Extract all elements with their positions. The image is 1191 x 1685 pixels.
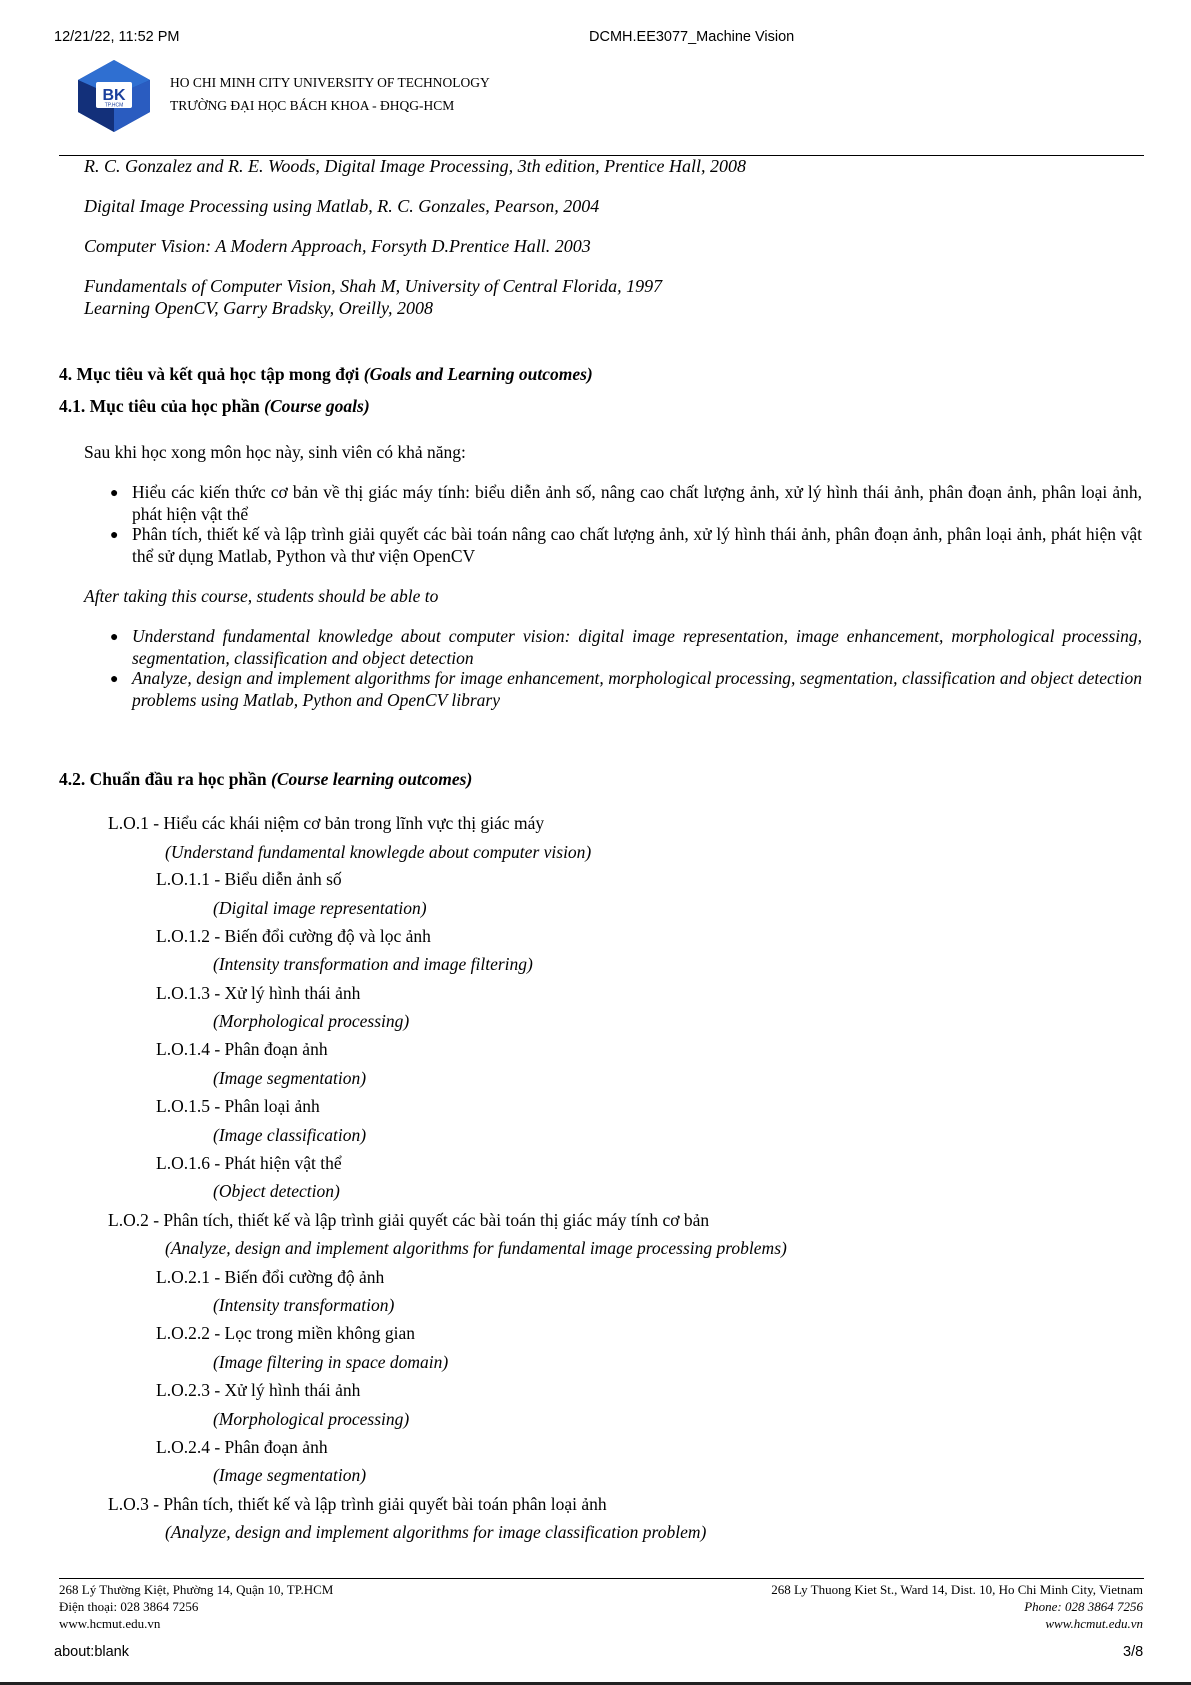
lo-1-4: L.O.1.4 - Phân đoạn ảnh	[156, 1039, 328, 1059]
lo-2-en: (Analyze, design and implement algorithms for fundamental image processing problems)	[165, 1238, 787, 1258]
lo-2-3-en: (Morphological processing)	[213, 1409, 410, 1429]
lo-2-4: L.O.2.4 - Phân đoạn ảnh	[156, 1437, 328, 1457]
lo-2-2: L.O.2.2 - Lọc trong miền không gian	[156, 1323, 416, 1343]
section-4-title-vn: 4. Mục tiêu và kết quả học tập mong đợi	[59, 364, 360, 384]
reference-4: Fundamentals of Computer Vision, Shah M, University of Central Florida, 1997	[84, 276, 663, 296]
lo-1-1: L.O.1.1 - Biểu diễn ảnh số	[156, 869, 342, 889]
print-title: DCMH.EE3077_Machine Vision	[589, 29, 795, 45]
section-4-2-title-vn: 4.2. Chuẩn đầu ra học phần	[59, 769, 267, 789]
goal-bullet-en-1: Understand fundamental knowledge about computer vision: digital image representation, image enhancement, morphological processing, segmentation, classification and object detection	[132, 626, 1142, 668]
goal-bullet-vn-1: Hiểu các kiến thức cơ bản về thị giác máy tính: biểu diễn ảnh số, nâng cao chất lượng ảnh, xử lý hình thái ảnh, phân đoạn ảnh, phân loại ảnh, phát hiện vật thể	[132, 482, 1142, 524]
lo-1-6-en: (Object detection)	[213, 1181, 340, 1201]
bullet-icon: ●	[110, 630, 119, 645]
lo-2-2-en: (Image filtering in space domain)	[213, 1352, 449, 1372]
lo-3: L.O.3 - Phân tích, thiết kế và lập trình giải quyết bài toán phân loại ảnh	[108, 1494, 607, 1514]
footer-divider	[59, 1578, 1144, 1579]
footer-web-en: www.hcmut.edu.vn	[1045, 1616, 1143, 1631]
footer-phone-en: Phone: 028 3864 7256	[1024, 1599, 1143, 1614]
university-name-vn: TRƯỜNG ĐẠI HỌC BÁCH KHOA - ĐHQG-HCM	[170, 98, 455, 113]
goals-intro-en: After taking this course, students should be able to	[84, 586, 439, 606]
lo-1: L.O.1 - Hiểu các khái niệm cơ bản trong lĩnh vực thị giác máy	[108, 813, 545, 833]
university-name-en: HO CHI MINH CITY UNIVERSITY OF TECHNOLOGY	[170, 75, 490, 90]
section-4-heading	[59, 364, 593, 385]
goals-intro-vn: Sau khi học xong môn học này, sinh viên có khả năng:	[84, 442, 466, 462]
bullet-icon: ●	[110, 672, 119, 687]
lo-1-en: (Understand fundamental knowlegde about computer vision)	[165, 842, 592, 862]
footer-web-vn: www.hcmut.edu.vn	[59, 1616, 161, 1631]
lo-1-6: L.O.1.6 - Phát hiện vật thể	[156, 1153, 342, 1173]
section-4-2-title-en: (Course learning outcomes)	[271, 769, 473, 789]
section-4-1-title-vn: 4.1. Mục tiêu của học phần	[59, 396, 260, 416]
section-4-1-title-en: (Course goals)	[264, 396, 370, 416]
lo-2-4-en: (Image segmentation)	[213, 1465, 367, 1485]
lo-1-2: L.O.1.2 - Biến đổi cường độ và lọc ảnh	[156, 926, 431, 946]
lo-1-5: L.O.1.5 - Phân loại ảnh	[156, 1096, 320, 1116]
section-4-2-heading	[59, 769, 472, 790]
footer-phone-vn: Điện thoại: 028 3864 7256	[59, 1599, 199, 1614]
goal-bullet-en-2: Analyze, design and implement algorithms for image enhancement, morphological processing, segmentation, classification and object detection problems using Matlab, Python and OpenCV library	[132, 668, 1142, 710]
lo-1-5-en: (Image classification)	[213, 1125, 367, 1145]
section-4-title-en: (Goals and Learning outcomes)	[363, 364, 593, 384]
bullet-icon: ●	[110, 486, 119, 501]
reference-2: Digital Image Processing using Matlab, R. C. Gonzales, Pearson, 2004	[84, 196, 600, 216]
print-url: about:blank	[54, 1644, 129, 1660]
reference-1: R. C. Gonzalez and R. E. Woods, Digital Image Processing, 3th edition, Prentice Hall, 2008	[84, 156, 746, 176]
lo-2: L.O.2 - Phân tích, thiết kế và lập trình giải quyết các bài toán thị giác máy tính cơ bản	[108, 1210, 710, 1230]
university-logo	[76, 58, 152, 134]
footer-address-vn: 268 Lý Thường Kiệt, Phường 14, Quận 10, TP.HCM	[59, 1582, 334, 1597]
bullet-icon: ●	[110, 528, 119, 543]
logo-subtext: TP.HCM	[104, 102, 124, 109]
footer-address-en: 268 Ly Thuong Kiet St., Ward 14, Dist. 10, Ho Chi Minh City, Vietnam	[771, 1582, 1143, 1597]
lo-1-3: L.O.1.3 - Xử lý hình thái ảnh	[156, 983, 361, 1003]
lo-1-4-en: (Image segmentation)	[213, 1068, 367, 1088]
goal-bullet-vn-2: Phân tích, thiết kế và lập trình giải quyết các bài toán nâng cao chất lượng ảnh, xử lý hình thái ảnh, phân đoạn ảnh, phân loại ảnh, phát hiện vật thể sử dụng Matlab, Python và thư viện OpenCV	[132, 524, 1142, 566]
lo-2-1-en: (Intensity transformation)	[213, 1295, 395, 1315]
lo-1-2-en: (Intensity transformation and image filtering)	[213, 954, 533, 974]
lo-3-en: (Analyze, design and implement algorithms for image classification problem)	[165, 1522, 707, 1542]
reference-3: Computer Vision: A Modern Approach, Forsyth D.Prentice Hall. 2003	[84, 236, 591, 256]
lo-2-1: L.O.2.1 - Biến đổi cường độ ảnh	[156, 1267, 385, 1287]
lo-1-1-en: (Digital image representation)	[213, 898, 427, 918]
section-4-1-heading	[59, 396, 370, 417]
lo-1-3-en: (Morphological processing)	[213, 1011, 410, 1031]
lo-2-3: L.O.2.3 - Xử lý hình thái ảnh	[156, 1380, 361, 1400]
print-datetime: 12/21/22, 11:52 PM	[54, 29, 180, 45]
reference-5: Learning OpenCV, Garry Bradsky, Oreilly, 2008	[84, 298, 433, 318]
logo-text: BK	[102, 87, 126, 104]
print-page-number: 3/8	[1123, 1644, 1144, 1660]
